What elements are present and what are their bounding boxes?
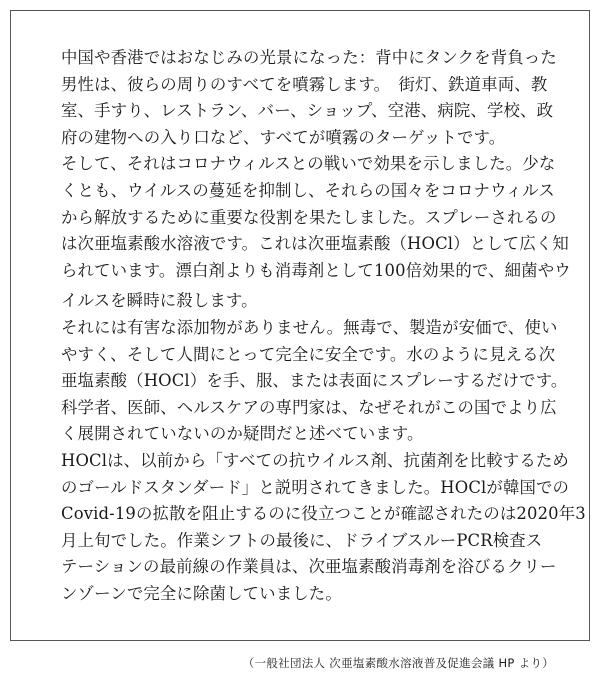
article-frame [10,10,590,641]
article-line: から解放するために重要な役割を果たしました。スプレーされるの [61,207,557,227]
article-line: 亜塩素酸（HOCl）を手、服、または表面にスプレーするだけです。 [61,371,568,391]
article-line: ンゾーンで完全に除菌していました。 [61,583,342,603]
article-line: イルスを瞬時に殺します。 [61,291,258,311]
article-line: られています。漂白剤よりも消毒剤として100倍効果的で、細菌やウ [61,260,571,280]
article-line: Covid-19の拡散を阻止するのに役立つことが確認されたのは2020年3 [61,504,586,524]
article-line: 科学者、医師、ヘルスケアの専門家は、なぜそれがこの国でより広 [61,397,557,417]
article-line: やすく、そして人間にとって完全に安全です。水のように見える次 [61,344,556,364]
article-line: 月上旬でした。作業シフトの最後に、ドライブスルーPCR検査ス [61,530,543,550]
article-body [61,45,586,607]
source-credit: （一般社団法人 次亜塩素酸水溶液普及促進会議 HP より） [242,656,554,670]
article-line: それには有害な添加物がありません。無毒で、製造が安価で、使い [61,317,558,337]
article-line: 男性は、彼らの周りのすべてを噴霧します。 街灯、鉄道車両、教 [61,74,548,94]
article-line: は次亜塩素酸水溶液です。これは次亜塩素酸（HOCl）として広く知 [61,234,569,254]
article-line: HOClは、以前から「すべての抗ウイルス剤、抗菌剤を比較するため [61,450,569,470]
article-line: くとも、ウイルスの蔓延を抑制し、それらの国々をコロナウィルス [61,180,555,200]
article-line: 府の建物への入り口など、すべてが噴霧のターゲットです。 [61,127,506,147]
article-line: く展開されていないのか疑問だと述べています。 [61,424,424,444]
article-line: のゴールドスタンダード」と説明されてきました。HOClが韓国での [61,477,570,497]
article-line: テーションの最前線の作業員は、次亜塩素酸消毒剤を浴びるクリー [61,557,557,577]
article-line: そして、それはコロナウィルスとの戦いで効果を示しました。少な [61,154,556,174]
article-line: 中国や香港ではおなじみの光景になった：背中にタンクを背負った [61,48,557,67]
article-line: 室、手すり、レストラン、バー、ショップ、空港、病院、学校、政 [61,101,554,121]
